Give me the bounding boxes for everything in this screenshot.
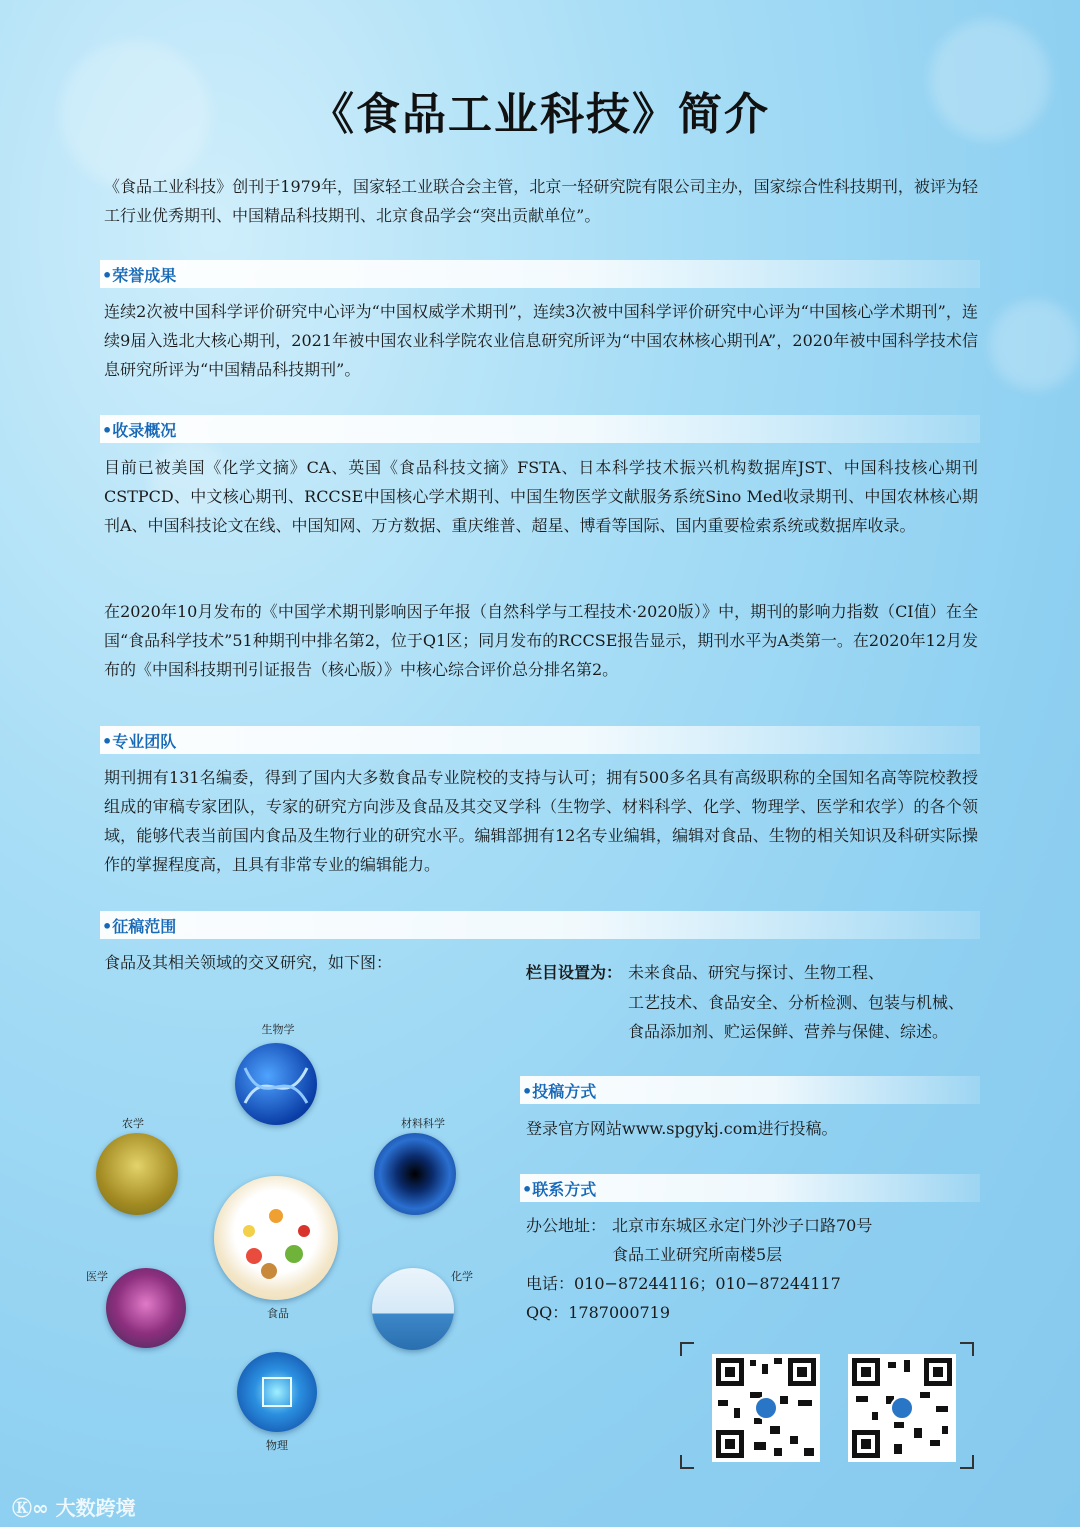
section-bar-scope xyxy=(100,911,980,939)
section-title-contact: •联系方式 xyxy=(522,1180,597,1199)
agriculture-image xyxy=(96,1133,178,1215)
section-bar-submit xyxy=(520,1076,980,1104)
phone-text: 电话：010−87244116；010−87244117 xyxy=(526,1274,841,1293)
section-bar-contact xyxy=(520,1174,980,1202)
section-bar-team xyxy=(100,726,980,754)
intro-text: 《食品工业科技》创刊于1979年，国家轻工业联合会主管，北京一轻研究院有限公司主办，国家综合性科技期刊，被评为轻工行业优秀期刊、中国精品科技期刊、北京食品学会“突出贡献单位”。 xyxy=(104,177,978,225)
submit-text: 登录官方网站www.spgykj.com进行投稿。 xyxy=(526,1119,838,1138)
watermark-logo-icon: Ⓚ∞ xyxy=(12,1496,49,1520)
label-agriculture: 农学 xyxy=(122,1117,144,1130)
address-line-2: 食品工业研究所南楼5层 xyxy=(612,1245,783,1264)
frame-corner xyxy=(960,1342,974,1356)
section-title-honors: •荣誉成果 xyxy=(102,266,177,285)
label-biology: 生物学 xyxy=(261,1023,295,1036)
scope-text: 食品及其相关领域的交叉研究，如下图： xyxy=(104,953,393,972)
label-medicine: 医学 xyxy=(86,1270,108,1283)
watermark-text: 大数跨境 xyxy=(55,1496,136,1520)
chemistry-image xyxy=(372,1268,454,1350)
label-chemistry: 化学 xyxy=(451,1270,473,1283)
food-pyramid-icon xyxy=(214,1176,338,1300)
dna-icon xyxy=(235,1043,317,1125)
watermark xyxy=(12,1492,136,1521)
label-physics: 物理 xyxy=(266,1439,288,1452)
address-label: 办公地址： xyxy=(526,1216,607,1235)
honors-text: 连续2次被中国科学评价研究中心评为“中国权威学术期刊”，连续3次被中国科学评价研究中心评为“中国核心学术期刊”，连续9届入选北大核心期刊，2021年被中国农业科学院农业信息研究所评为“中国农林核心期刊A”，2020年被中国科学技术信息研究所评为“中国精品科技期刊”。 xyxy=(104,302,978,379)
section-title-submit: •投稿方式 xyxy=(522,1082,597,1101)
food-image xyxy=(214,1176,338,1300)
frame-corner xyxy=(960,1455,974,1469)
team-text: 期刊拥有131名编委，得到了国内大多数食品专业院校的支持与认可；拥有500多名具有高级职称的全国知名高等院校教授组成的审稿专家团队，专家的研究方向涉及食品及其交叉学科（生物学、材料科学、化学、物理学、医学和农学）的各个领域，能够代表当前国内食品及生物行业的研究水平。编辑部拥有12名专业编辑，编辑对食品、生物的相关知识及科研实际操作的掌握程度高，且具有非常专业的编辑能力。 xyxy=(104,768,978,874)
columns-label: 栏目设置为： xyxy=(526,963,623,982)
section-title-scope: •征稿范围 xyxy=(102,917,177,936)
impact-text: 在2020年10月发布的《中国学术期刊影响因子年报（自然科学与工程技术·2020版）》中，期刊的影响力指数（CI值）在全国“食品科学技术”51种期刊中排名第2，位于Q1区；同月发布的RCCSE报告显示，期刊水平为A类第一。在2020年12月发布的《中国科技期刊引证报告（核心版）》中核心综合评价总分排名第2。 xyxy=(104,602,979,679)
indexing-text: 目前已被美国《化学文摘》CA、英国《食品科技文摘》FSTA、日本科学技术振兴机构数据库JST、中国科技核心期刊CSTPCD、中文核心期刊、RCCSE中国核心学术期刊、中国生物医学文献服务系统Sino Med收录期刊、中国农林核心期刊A、中国科技论文在线、中国知网、万方数据、重庆维普、超星、博看等国际、国内重要检索系统或数据库收录。 xyxy=(104,458,978,535)
address-line-1: 北京市东城区永定门外沙子口路70号 xyxy=(612,1216,873,1235)
chip-icon xyxy=(237,1352,317,1432)
background-bokeh xyxy=(990,300,1080,390)
section-title-indexing: •收录概况 xyxy=(102,421,177,440)
qr-code-icon xyxy=(850,1356,954,1460)
label-food: 食品 xyxy=(267,1307,289,1320)
frame-corner xyxy=(680,1342,694,1356)
section-bar-indexing xyxy=(100,415,980,443)
columns-line-3: 食品添加剂、贮运保鲜、营养与保健、综述。 xyxy=(628,1022,949,1041)
qr-code-icon xyxy=(714,1356,818,1460)
label-materials: 材料科学 xyxy=(401,1117,445,1130)
materials-image xyxy=(374,1133,456,1215)
qr-code-website[interactable] xyxy=(712,1354,820,1462)
section-bar-honors xyxy=(100,260,980,288)
page-title: 《食品工业科技》简介 xyxy=(310,89,770,140)
biology-image xyxy=(235,1043,317,1125)
section-title-team: •专业团队 xyxy=(102,732,177,751)
physics-image xyxy=(237,1352,317,1432)
qq-text: QQ：1787000719 xyxy=(526,1303,671,1322)
columns-line-1: 未来食品、研究与探讨、生物工程、 xyxy=(628,963,885,982)
qr-code-wechat[interactable] xyxy=(848,1354,956,1462)
medicine-image xyxy=(106,1268,186,1348)
frame-corner xyxy=(680,1455,694,1469)
columns-line-2: 工艺技术、食品安全、分析检测、包装与机械、 xyxy=(628,993,965,1012)
